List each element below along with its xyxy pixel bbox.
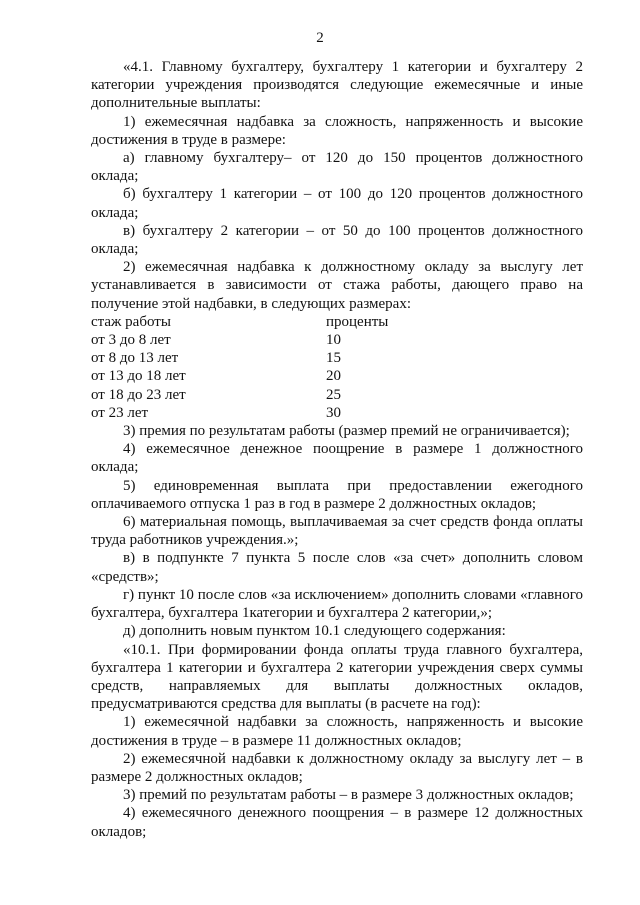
document-body: [91, 58, 583, 841]
paragraph-10-1-item-4: 4) ежемесячного денежного поощрения – в размере 12 должностных окладов;: [91, 805, 583, 840]
table-cell-percent: 15: [326, 350, 341, 367]
paragraph-item-v: в) бухгалтеру 2 категории – от 50 до 100 процентов должностного оклада;: [91, 222, 583, 258]
table-cell-seniority: от 13 до 18 лет: [91, 368, 186, 385]
table-row: [91, 404, 526, 422]
table-row: [91, 331, 526, 349]
paragraph-item-3: 3) премия по результатам работы (размер премий не ограничивается);: [123, 423, 570, 440]
table-cell-percent: 30: [326, 404, 341, 421]
paragraph-10-1: «10.1. При формировании фонда оплаты труда главного бухгалтера, бухгалтера 1 категории и бухгалтера 2 категории учреждения сверх суммы средств, направляемых для выплаты должностных окладов, предусматриваются средства для выплаты (в расчете на год):: [91, 641, 583, 713]
table-cell-percent: 20: [326, 368, 341, 385]
paragraph-item-5: 5) единовременная выплата при предоставлении ежегодного оплачиваемого отпуска 1 раз в год в размере 2 должностных окладов;: [91, 477, 583, 512]
table-cell-seniority: от 3 до 8 лет: [91, 332, 171, 349]
table-cell-percent: 25: [326, 386, 341, 403]
paragraph-10-1-item-2: 2) ежемесячной надбавки к должностному окладу за выслугу лет – в размере 2 должностных окладов;: [91, 750, 583, 785]
table-row: [91, 386, 526, 404]
table-header-percent: проценты: [326, 313, 389, 330]
paragraph-amend-v: в) в подпункте 7 пункта 5 после слов «за счет» дополнить словом «средств»;: [91, 550, 583, 585]
paragraph-4-1: «4.1. Главному бухгалтеру, бухгалтеру 1 категории и бухгалтеру 2 категории учреждения производятся следующие ежемесячные и иные дополнительные выплаты:: [91, 59, 583, 112]
paragraph-item-a: а) главному бухгалтеру– от 120 до 150 процентов должностного оклада;: [91, 150, 583, 185]
page-number: 2: [316, 30, 324, 46]
table-header-row: [91, 313, 526, 331]
table-row: [91, 349, 526, 367]
table-cell-percent: 10: [326, 332, 341, 349]
table-header-seniority: стаж работы: [91, 313, 171, 330]
paragraph-item-6: 6) материальная помощь, выплачиваемая за счет средств фонда оплаты труда работников учреждения.»;: [91, 514, 583, 549]
paragraph-item-1: 1) ежемесячная надбавка за сложность, напряженность и высокие достижения в труде в размере:: [91, 113, 583, 148]
table-cell-seniority: от 8 до 13 лет: [91, 350, 179, 367]
table-cell-seniority: от 18 до 23 лет: [91, 386, 186, 403]
table-row: [91, 367, 526, 385]
paragraph-amend-g: г) пункт 10 после слов «за исключением» дополнить словами «главного бухгалтера, бухгалтера 1категории и бухгалтера 2 категории,»;: [91, 586, 583, 622]
paragraph-10-1-item-1: 1) ежемесячной надбавки за сложность, напряженность и высокие достижения в труде – в размере 11 должностных окладов;: [91, 714, 583, 749]
paragraph-item-2: 2) ежемесячная надбавка к должностному окладу за выслугу лет устанавливается в зависимости от стажа работы, дающего право на получение этой надбавки, в следующих размерах:: [91, 259, 583, 312]
table-cell-seniority: от 23 лет: [91, 404, 149, 421]
seniority-table: [91, 313, 526, 422]
paragraph-10-1-item-3: 3) премий по результатам работы – в размере 3 должностных окладов;: [123, 787, 574, 804]
paragraph-item-b: б) бухгалтеру 1 категории – от 100 до 120 процентов должностного оклада;: [91, 186, 583, 221]
paragraph-amend-d: д) дополнить новым пунктом 10.1 следующего содержания:: [123, 623, 506, 640]
paragraph-item-4: 4) ежемесячное денежное поощрение в размере 1 должностного оклада;: [91, 441, 583, 476]
